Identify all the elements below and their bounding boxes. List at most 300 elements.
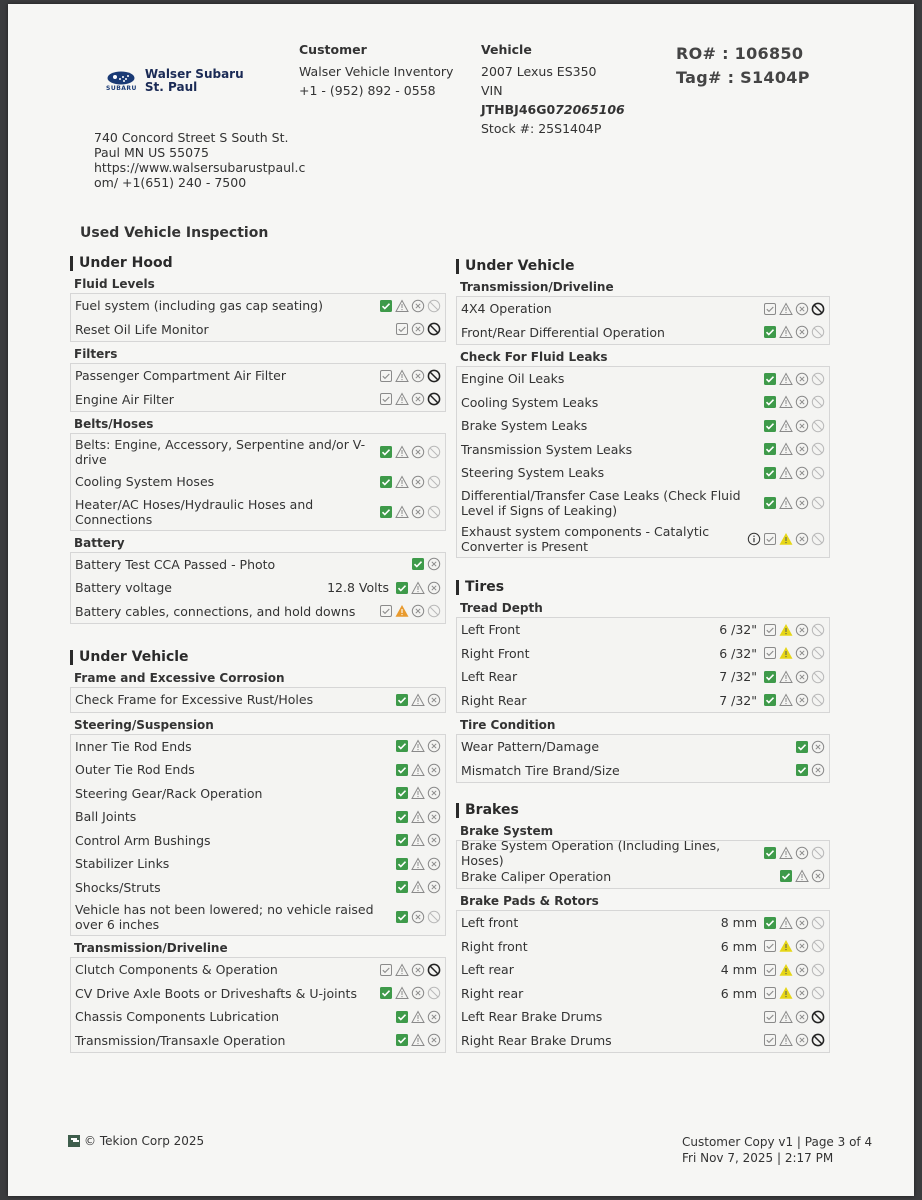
status-icons	[379, 299, 441, 313]
status-icons	[379, 505, 441, 519]
check-pass-icon	[379, 505, 393, 519]
status-icons	[763, 496, 825, 510]
not-applicable-selected-icon	[427, 369, 441, 383]
status-icons	[379, 475, 441, 489]
group-title-frame-and-excessive-corrosion: Frame and Excessive Corrosion	[74, 671, 285, 685]
inspection-row-wear-pattern-damage	[457, 735, 829, 759]
warning-outline-icon	[779, 466, 793, 480]
check-empty-icon	[763, 1033, 777, 1047]
fail-circle-icon	[427, 763, 441, 777]
not-applicable-icon	[427, 910, 441, 924]
warning-outline-icon	[411, 786, 425, 800]
group-title-tire-condition: Tire Condition	[460, 718, 556, 732]
fail-circle-icon	[427, 880, 441, 894]
not-applicable-icon	[427, 604, 441, 618]
status-icons	[395, 763, 441, 777]
warning-outline-icon	[779, 419, 793, 433]
status-icons	[747, 532, 825, 546]
group-box	[456, 366, 830, 558]
inspection-row-right-rear-brake-drums	[457, 1029, 829, 1053]
check-pass-icon	[763, 372, 777, 386]
warning-outline-icon	[395, 505, 409, 519]
check-pass-icon	[763, 496, 777, 510]
inspection-row-shocks-struts	[71, 876, 445, 900]
fail-circle-icon	[795, 963, 809, 977]
fail-circle-icon	[427, 557, 441, 571]
warning-outline-icon	[779, 372, 793, 386]
warning-outline-icon	[395, 475, 409, 489]
check-empty-icon	[379, 392, 393, 406]
item-label: Front/Rear Differential Operation	[461, 324, 665, 340]
inspection-row-passenger-compartment-air-filter	[71, 364, 445, 388]
check-pass-icon	[795, 763, 809, 777]
warning-outline-icon	[395, 445, 409, 459]
fail-circle-icon	[411, 299, 425, 313]
section-title: Tires	[456, 580, 830, 595]
item-label: Right Rear Brake Drums	[461, 1032, 612, 1048]
warning-outline-icon	[411, 1033, 425, 1047]
group-box	[456, 617, 830, 713]
check-pass-icon	[763, 325, 777, 339]
fail-circle-icon	[411, 392, 425, 406]
check-pass-icon	[379, 986, 393, 1000]
not-applicable-icon	[427, 475, 441, 489]
status-icons	[395, 833, 441, 847]
not-applicable-selected-icon	[811, 302, 825, 316]
inspection-row-belts-engine-accessory-serpentine-and-or	[71, 434, 445, 470]
warning-yellow-icon	[779, 532, 793, 546]
group-box	[70, 734, 446, 937]
inspection-row-chassis-components-lubrication	[71, 1005, 445, 1029]
vin: JTHBJ46G072065106	[481, 102, 625, 117]
item-label: CV Drive Axle Boots or Driveshafts & U-joints	[75, 985, 357, 1001]
fail-circle-icon	[795, 693, 809, 707]
fail-circle-icon	[795, 532, 809, 546]
warning-outline-icon	[795, 869, 809, 883]
check-pass-icon	[763, 846, 777, 860]
item-label: Battery cables, connections, and hold downs	[75, 603, 356, 619]
warning-yellow-icon	[779, 963, 793, 977]
check-empty-icon	[763, 646, 777, 660]
item-label: Left front	[461, 915, 519, 931]
item-label: Brake Caliper Operation	[461, 868, 612, 884]
check-pass-icon	[379, 475, 393, 489]
inspection-row-transmission-system-leaks	[457, 438, 829, 462]
item-label: Battery Test CCA Passed - Photo	[75, 556, 276, 572]
inspection-row-left-front	[457, 911, 829, 935]
status-icons	[395, 739, 441, 753]
item-value: 12.8 Volts	[327, 580, 389, 596]
fail-circle-icon	[795, 939, 809, 953]
inspection-row-brake-caliper-operation	[457, 865, 829, 889]
check-empty-icon	[763, 1010, 777, 1024]
inspection-row-control-arm-bushings	[71, 829, 445, 853]
item-label: Stabilizer Links	[75, 856, 170, 872]
status-icons	[395, 857, 441, 871]
status-icons	[763, 442, 825, 456]
warning-yellow-icon	[779, 939, 793, 953]
fail-circle-icon	[411, 986, 425, 1000]
status-icons	[763, 939, 825, 953]
fail-circle-icon	[795, 623, 809, 637]
item-label: Transmission/Transaxle Operation	[75, 1032, 286, 1048]
section-title: Under Vehicle	[456, 259, 830, 274]
inspection-row-steering-system-leaks	[457, 461, 829, 485]
inspection-row-right-front	[457, 935, 829, 959]
fail-circle-icon	[811, 763, 825, 777]
group-box	[70, 552, 446, 625]
warning-outline-icon	[411, 857, 425, 871]
item-value: 6 /32"	[719, 645, 757, 661]
status-icons	[763, 963, 825, 977]
item-label: Vehicle has not been lowered; no vehicle raised over 6 inches	[75, 902, 374, 932]
status-icons	[395, 693, 441, 707]
item-label: Right Front	[461, 645, 530, 661]
check-empty-icon	[763, 302, 777, 316]
inspection-row-fuel-system-including-gas-cap-seating	[71, 294, 445, 318]
not-applicable-icon	[811, 623, 825, 637]
status-icons	[763, 846, 825, 860]
check-pass-icon	[395, 833, 409, 847]
status-icons	[379, 445, 441, 459]
group-title-transmission-driveline: Transmission/Driveline	[74, 941, 228, 955]
dealer-address: 740 Concord Street S South St. Paul MN US 55075 https://www.walsersubarustpaul.c om/ +1(651) 240 - 7500	[94, 130, 306, 190]
inspection-row-clutch-components-operation	[71, 958, 445, 982]
page-title: Used Vehicle Inspection	[80, 225, 269, 241]
item-value: 7 /32"	[719, 692, 757, 708]
check-pass-icon	[395, 1033, 409, 1047]
inspection-row-battery-cables-connections-and-hold-down	[71, 600, 445, 624]
dealer-name-1: Walser Subaru	[144, 67, 244, 81]
item-label: Belts: Engine, Accessory, Serpentine and/or V-drive	[75, 437, 366, 467]
warning-outline-icon	[779, 670, 793, 684]
group-box	[456, 296, 830, 345]
check-pass-icon	[763, 670, 777, 684]
check-pass-icon	[379, 299, 393, 313]
item-value: 8 mm	[720, 915, 757, 931]
fail-circle-icon	[427, 833, 441, 847]
section-under-hood	[70, 256, 446, 627]
item-label: Check Frame for Excessive Rust/Holes	[75, 692, 314, 708]
item-label: Steering Gear/Rack Operation	[75, 785, 263, 801]
check-pass-icon	[763, 916, 777, 930]
section-title: Under Vehicle	[70, 650, 446, 665]
warning-outline-icon	[779, 1033, 793, 1047]
fail-circle-icon	[795, 302, 809, 316]
check-pass-icon	[763, 395, 777, 409]
status-icons	[795, 763, 825, 777]
item-value: 6 /32"	[719, 622, 757, 638]
check-pass-icon	[395, 810, 409, 824]
status-icons	[763, 693, 825, 707]
fail-circle-icon	[411, 369, 425, 383]
item-label: Left rear	[461, 962, 514, 978]
item-label: Mismatch Tire Brand/Size	[461, 762, 620, 778]
inspection-row-4x4-operation	[457, 297, 829, 321]
check-pass-icon	[779, 869, 793, 883]
inspection-row-battery-voltage	[71, 576, 445, 600]
fail-circle-icon	[427, 581, 441, 595]
warning-outline-icon	[395, 392, 409, 406]
group-title-battery: Battery	[74, 535, 125, 550]
item-label: Passenger Compartment Air Filter	[75, 368, 286, 384]
not-applicable-icon	[427, 505, 441, 519]
fail-circle-icon	[795, 419, 809, 433]
not-applicable-icon	[811, 419, 825, 433]
section-under-vehicle	[70, 650, 446, 1056]
check-empty-icon	[379, 369, 393, 383]
status-icons	[763, 670, 825, 684]
status-icons	[395, 581, 441, 595]
status-icons	[763, 395, 825, 409]
check-pass-icon	[395, 581, 409, 595]
not-applicable-icon	[811, 442, 825, 456]
fail-circle-icon	[427, 1033, 441, 1047]
fail-circle-icon	[411, 475, 425, 489]
not-applicable-selected-icon	[427, 392, 441, 406]
check-empty-icon	[763, 939, 777, 953]
warning-outline-icon	[411, 693, 425, 707]
section-tires	[456, 580, 830, 786]
item-label: Control Arm Bushings	[75, 832, 211, 848]
warning-outline-icon	[395, 986, 409, 1000]
item-value: 6 mm	[720, 938, 757, 954]
status-icons	[763, 623, 825, 637]
item-value: 4 mm	[720, 962, 757, 978]
status-icons	[379, 604, 441, 618]
item-label: Heater/AC Hoses/Hydraulic Hoses and Connections	[75, 496, 314, 527]
dealer-logo: SUBARU Walser Subaru St. Paul	[106, 67, 244, 94]
status-icons	[395, 910, 441, 924]
item-label: Transmission System Leaks	[461, 441, 633, 457]
check-empty-icon	[379, 604, 393, 618]
fail-circle-icon	[795, 1033, 809, 1047]
status-icons	[395, 1010, 441, 1024]
item-label: Cooling System Leaks	[461, 394, 599, 410]
not-applicable-icon	[811, 496, 825, 510]
item-label: Engine Air Filter	[75, 391, 174, 407]
fail-circle-icon	[427, 693, 441, 707]
group-box	[456, 734, 830, 783]
inspection-row-exhaust-system-components-catalytic-conv	[457, 521, 829, 557]
status-icons	[379, 986, 441, 1000]
vehicle-block: Vehicle 2007 Lexus ES350 VIN JTHBJ46G072065106 Stock #: 25S1404P	[481, 42, 625, 136]
fail-circle-icon	[411, 445, 425, 459]
inspection-row-front-rear-differential-operation	[457, 321, 829, 345]
status-icons	[763, 325, 825, 339]
warning-yellow-icon	[779, 986, 793, 1000]
inspection-row-engine-oil-leaks	[457, 367, 829, 391]
item-label: Brake System Operation (Including Lines, Hoses)	[461, 837, 721, 868]
warning-outline-icon	[395, 369, 409, 383]
group-title-brake-pads-rotors: Brake Pads & Rotors	[460, 894, 599, 908]
group-title-brake-system: Brake System	[460, 824, 554, 838]
not-applicable-icon	[811, 325, 825, 339]
inspection-row-cooling-system-leaks	[457, 391, 829, 415]
warning-yellow-icon	[779, 623, 793, 637]
warning-outline-icon	[779, 325, 793, 339]
check-pass-icon	[395, 763, 409, 777]
status-icons	[379, 963, 441, 977]
check-pass-icon	[379, 445, 393, 459]
fail-circle-icon	[795, 670, 809, 684]
check-pass-icon	[395, 857, 409, 871]
ro-block: RO# : 106850 Tag# : S1404P	[676, 44, 810, 87]
group-box	[70, 363, 446, 412]
group-box	[70, 687, 446, 713]
fail-circle-icon	[811, 869, 825, 883]
warning-outline-icon	[779, 693, 793, 707]
item-value: 6 mm	[720, 985, 757, 1001]
inspection-row-brake-system-operation-including-lines-h	[457, 837, 829, 868]
item-label: Outer Tie Rod Ends	[75, 762, 195, 778]
not-applicable-icon	[811, 939, 825, 953]
item-label: Exhaust system components - Catalytic Converter is Present	[461, 523, 710, 554]
warning-outline-icon	[395, 963, 409, 977]
fail-circle-icon	[795, 372, 809, 386]
item-label: Right Rear	[461, 692, 527, 708]
section-under-vehicle	[456, 259, 830, 561]
not-applicable-selected-icon	[427, 963, 441, 977]
warning-outline-icon	[411, 763, 425, 777]
fail-circle-icon	[811, 740, 825, 754]
fail-circle-icon	[427, 810, 441, 824]
item-label: Wear Pattern/Damage	[461, 739, 600, 755]
check-pass-icon	[395, 1010, 409, 1024]
status-icons	[379, 369, 441, 383]
group-title-fluid-levels: Fluid Levels	[74, 277, 155, 291]
item-label: Left Rear Brake Drums	[461, 1009, 603, 1025]
warning-outline-icon	[411, 739, 425, 753]
warning-orange-icon	[395, 604, 409, 618]
status-icons	[395, 1033, 441, 1047]
group-title-transmission-driveline: Transmission/Driveline	[460, 280, 614, 294]
inspection-row-mismatch-tire-brand-size	[457, 759, 829, 783]
warning-outline-icon	[779, 302, 793, 316]
section-brakes	[456, 803, 830, 1056]
fail-circle-icon	[795, 395, 809, 409]
footer-copyright: © Tekion Corp 2025	[68, 1134, 204, 1148]
not-applicable-icon	[811, 846, 825, 860]
status-icons	[763, 419, 825, 433]
not-applicable-selected-icon	[427, 322, 441, 336]
inspection-row-battery-test-cca-passed-photo	[71, 553, 445, 577]
item-label: Shocks/Struts	[75, 879, 161, 895]
check-empty-icon	[763, 986, 777, 1000]
fail-circle-icon	[411, 322, 425, 336]
section-title: Under Hood	[70, 256, 446, 271]
group-title-filters: Filters	[74, 347, 118, 361]
check-empty-icon	[395, 322, 409, 336]
group-title-belts-hoses: Belts/Hoses	[74, 417, 154, 431]
status-icons	[395, 810, 441, 824]
check-pass-icon	[395, 739, 409, 753]
item-value: 7 /32"	[719, 669, 757, 685]
warning-outline-icon	[411, 1010, 425, 1024]
warning-outline-icon	[411, 810, 425, 824]
item-label: Inner Tie Rod Ends	[75, 738, 192, 754]
item-label: Cooling System Hoses	[75, 474, 215, 490]
inspection-row-right-rear	[457, 689, 829, 713]
customer-block: Customer Walser Vehicle Inventory +1 - (952) 892 - 0558	[299, 42, 454, 98]
item-label: Engine Oil Leaks	[461, 371, 565, 387]
check-pass-icon	[395, 880, 409, 894]
check-pass-icon	[411, 557, 425, 571]
warning-outline-icon	[779, 846, 793, 860]
warning-yellow-icon	[779, 646, 793, 660]
fail-circle-icon	[795, 986, 809, 1000]
inspection-row-cv-drive-axle-boots-or-driveshafts-u-joi	[71, 982, 445, 1006]
warning-outline-icon	[395, 299, 409, 313]
dealer-name-2: St. Paul	[144, 80, 198, 94]
fail-circle-icon	[795, 466, 809, 480]
fail-circle-icon	[795, 916, 809, 930]
check-pass-icon	[395, 693, 409, 707]
info-icon	[747, 532, 761, 546]
item-label: Fuel system (including gas cap seating)	[75, 298, 323, 314]
not-applicable-icon	[811, 395, 825, 409]
inspection-row-check-frame-for-excessive-rust-holes	[71, 688, 445, 712]
check-empty-icon	[763, 963, 777, 977]
group-box	[456, 910, 830, 1053]
not-applicable-icon	[811, 986, 825, 1000]
inspection-row-right-rear	[457, 982, 829, 1006]
item-label: Chassis Components Lubrication	[75, 1009, 280, 1025]
fail-circle-icon	[427, 857, 441, 871]
status-icons	[763, 646, 825, 660]
inspection-row-vehicle-has-not-been-lowered-no-vehicle-	[71, 899, 445, 935]
inspection-row-ball-joints	[71, 805, 445, 829]
group-title-tread-depth: Tread Depth	[460, 601, 543, 615]
fail-circle-icon	[411, 604, 425, 618]
warning-outline-icon	[411, 833, 425, 847]
status-icons	[763, 372, 825, 386]
status-icons	[763, 1010, 825, 1024]
inspection-row-steering-gear-rack-operation	[71, 782, 445, 806]
status-icons	[763, 986, 825, 1000]
not-applicable-icon	[811, 532, 825, 546]
not-applicable-icon	[811, 372, 825, 386]
group-box	[70, 957, 446, 1053]
not-applicable-icon	[427, 986, 441, 1000]
item-label: Left Front	[461, 622, 521, 638]
not-applicable-icon	[811, 916, 825, 930]
fail-circle-icon	[411, 910, 425, 924]
not-applicable-icon	[811, 466, 825, 480]
inspection-row-left-rear	[457, 958, 829, 982]
section-title: Brakes	[456, 803, 830, 818]
fail-circle-icon	[795, 442, 809, 456]
warning-outline-icon	[779, 1010, 793, 1024]
not-applicable-icon	[811, 693, 825, 707]
warning-outline-icon	[411, 581, 425, 595]
group-title-steering-suspension: Steering/Suspension	[74, 717, 214, 732]
check-pass-icon	[395, 786, 409, 800]
inspection-row-heater-ac-hoses-hydraulic-hoses-and-conn	[71, 494, 445, 530]
fail-circle-icon	[411, 963, 425, 977]
fail-circle-icon	[427, 1010, 441, 1024]
status-icons	[779, 869, 825, 883]
item-label: Left Rear	[461, 669, 518, 685]
item-label: Clutch Components & Operation	[75, 962, 278, 978]
status-icons	[379, 392, 441, 406]
fail-circle-icon	[795, 846, 809, 860]
check-pass-icon	[763, 419, 777, 433]
not-applicable-selected-icon	[811, 1010, 825, 1024]
check-pass-icon	[763, 466, 777, 480]
warning-outline-icon	[779, 496, 793, 510]
inspection-row-left-front	[457, 618, 829, 642]
